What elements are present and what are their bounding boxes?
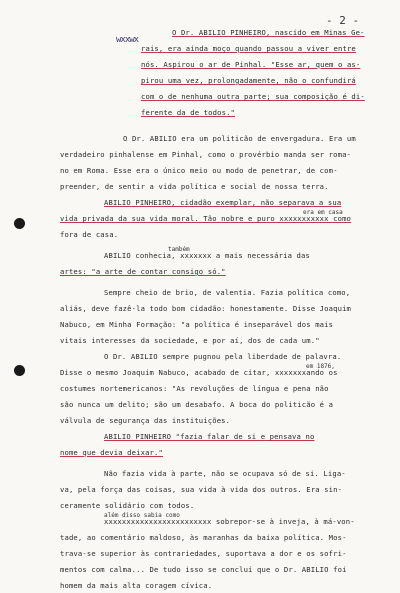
inserted-text: era em casa <box>303 209 343 216</box>
inserted-text: além disso sabia como <box>104 512 180 519</box>
text-line: Não fazia vida à parte, não se ocupava só de si. Liga- <box>104 469 346 478</box>
text-line: nós. Aspirou o ar de Pinhal. "Esse ar, quem o as- <box>141 60 361 69</box>
text-line: verdadeiro pinhalense em Pinhal, como o provérbio manda ser roma- <box>60 150 352 159</box>
text-line: ABILIO conhecia, xxxxxxx a mais necessária das <box>104 251 310 260</box>
text-line: nome que devia deixar." <box>60 448 163 457</box>
page-number: - 2 - <box>326 14 360 27</box>
text-line: mentos com calma... De tudo isso se concluí que o Dr. ABILIO foi <box>60 565 347 574</box>
punch-hole-top <box>14 218 25 229</box>
scribble-mark: wxxwx <box>116 35 139 45</box>
text-line: Nabuco, em Minha Formação: "a política é inseparável dos mais <box>60 320 334 329</box>
text-line: ceramente solidário com todos. <box>60 501 195 510</box>
text-line: vida privada da sua vida moral. Tão nobre e puro xxxxxxxxxxx como <box>60 214 352 223</box>
text-line: fora de casa. <box>60 230 119 239</box>
text-line: válvula de segurança das instituições. <box>60 416 231 425</box>
text-line: Disse o mesmo Joaquim Nabuco, acabado de citar, xxxxxxxando os <box>60 368 338 377</box>
text-line: artes: "a arte de contar consigo só." <box>60 267 226 276</box>
text-line: Sempre cheio de brio, de valentia. Fazia política como, <box>104 288 351 297</box>
punch-hole-bottom <box>14 365 25 376</box>
text-line: costumes nortemericanos: "As revoluções de língua e pena não <box>60 384 329 393</box>
text-line: pirou uma vez, prolongadamente, não o confundirá <box>141 76 356 85</box>
text-line: são nunca um delito; são um desabafo. A boca do politicão é a <box>60 400 334 409</box>
text-line: O Dr. ABILIO sempre pugnou pela liberdade de palavra. <box>104 352 342 361</box>
text-line: aliás, deve fazê-la todo bom cidadão: honestamente. Disse Joaquim <box>60 304 352 313</box>
text-line: trava-se superior às contrariedades, suportava a dor e os sofri- <box>60 549 347 558</box>
text-line: com o de nenhuma outra parte; sua composição é di- <box>141 92 365 101</box>
text-line: xxxxxxxxxxxxxxxxxxxxxxxx sobrepor-se à inveja, à má-von- <box>104 517 355 526</box>
text-line: ABILIO PINHEIRO, cidadão exemplar, não separava a sua <box>104 198 342 207</box>
text-line: rais, era ainda moço quando passou a viver entre <box>141 44 356 53</box>
text-line: homem da mais alta coragem cívica. <box>60 581 213 590</box>
inserted-text: também <box>168 246 190 253</box>
text-line: ABILIO PINHEIRO "fazia falar de si e pensava no <box>104 432 315 441</box>
text-line: preender, de sentir a vida política e social de nossa terra. <box>60 182 329 191</box>
inserted-text: em 1876, <box>306 363 335 370</box>
text-line: tade, ao comentário maldoso, às maranhas da baixa política. Mos- <box>60 533 347 542</box>
text-line: ferente da de todos." <box>141 108 236 117</box>
text-line: O Dr. ABILIO PINHEIRO, nascido em Minas Ge- <box>172 28 365 37</box>
text-line: va, pela força das coisas, sua vida à vida dos outros. Era sin- <box>60 485 343 494</box>
text-line: no em Roma. Esse era o único meio ou modo de penetrar, de com- <box>60 166 338 175</box>
text-line: vitais interesses da sociedade, e por aí, dos de cada um." <box>60 336 320 345</box>
text-line: O Dr. ABILIO era um politicão de envergadura. Era um <box>123 134 356 143</box>
